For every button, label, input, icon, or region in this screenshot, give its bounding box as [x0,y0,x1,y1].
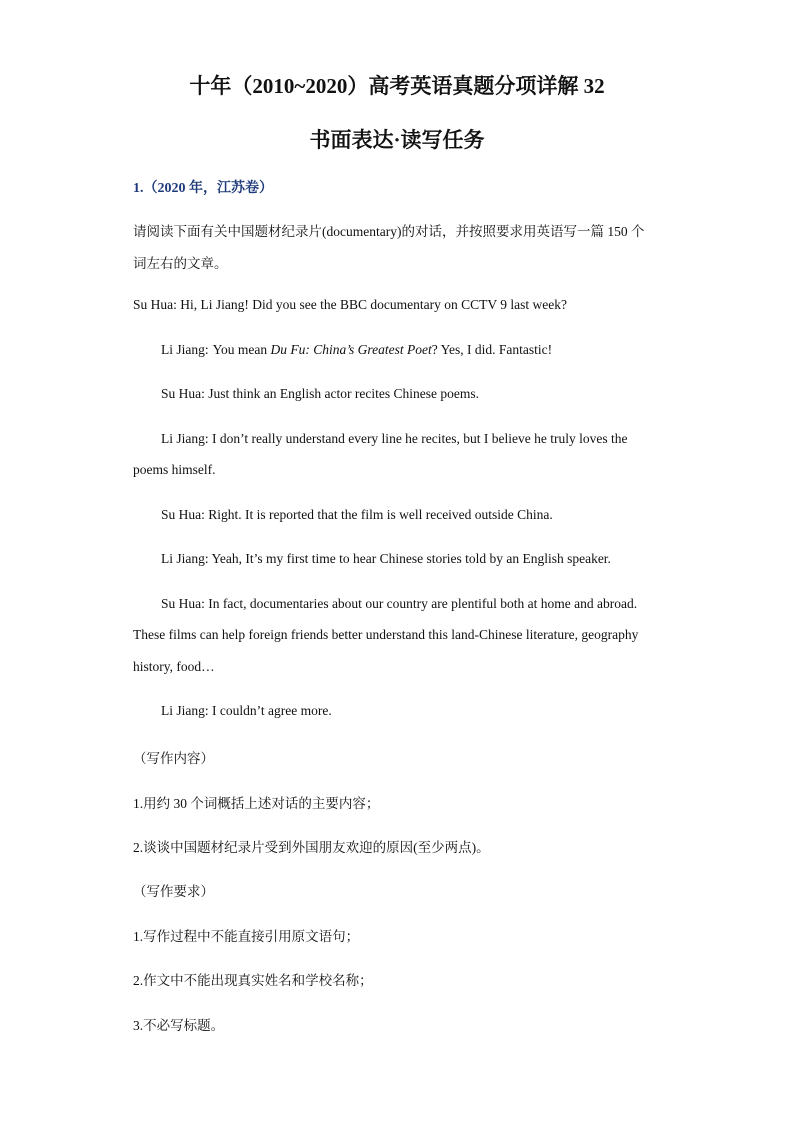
dialogue-text: You mean [212,342,271,357]
speaker-label: Li Jiang: [161,342,209,357]
dialogue-line-7b: These films can help foreign friends better understand this land-Chinese literature, geography [133,627,639,642]
dialogue-line-2 [161,342,701,358]
requirement-item-2: 2.作文中不能出现真实姓名和学校名称； [133,973,373,988]
dialogue-text: ? Yes, I did. Fantastic! [431,342,553,357]
document-subtitle: 书面表达·读写任务 [309,128,485,152]
content-item-1: 1.用约 30 个词概括上述对话的主要内容； [133,796,380,811]
instruction-line-1: 请阅读下面有关中国题材纪录片(documentary)的对话，并按照要求用英语写一篇 150 个 [133,224,645,239]
requirement-item-3: 3.不必写标题。 [133,1018,225,1033]
dialogue-line-1: Su Hua: Hi, Li Jiang! Did you see the BBC documentary on CCTV 9 last week? [133,297,567,312]
document-title: 十年（2010~2020）高考英语真题分项详解 32 [189,74,605,98]
content-item-2: 2.谈谈中国题材纪录片受到外国朋友欢迎的原因(至少两点)。 [133,840,490,855]
dialogue-line-4b: poems himself. [133,462,216,477]
dialogue-line-3: Su Hua: Just think an English actor recites Chinese poems. [161,386,479,401]
instruction-line-2: 词左右的文章。 [133,256,228,271]
dialogue-line-8: Li Jiang: I couldn’t agree more. [161,703,332,718]
dialogue-line-7a: Su Hua: In fact, documentaries about our country are plentiful both at home and abroad. [161,596,638,611]
requirement-heading: （写作要求） [133,884,214,899]
dialogue-line-4a: Li Jiang: I don’t really understand every line he recites, but I believe he truly loves the [161,431,628,446]
content-heading: （写作内容） [133,751,214,766]
dialogue-line-7c: history, food… [133,659,215,674]
dialogue-line-5: Su Hua: Right. It is reported that the film is well received outside China. [161,507,553,522]
requirement-item-1: 1.写作过程中不能直接引用原文语句； [133,929,360,944]
documentary-title: Du Fu: China’s Greatest Poet [270,342,432,357]
question-heading: 1.（2020 年，江苏卷） [133,181,273,196]
dialogue-line-6: Li Jiang: Yeah, It’s my first time to hear Chinese stories told by an English speaker. [161,551,611,566]
